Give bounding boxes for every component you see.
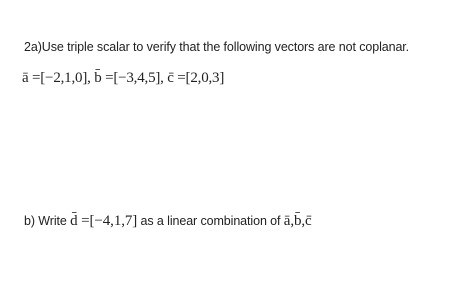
vectors-abc: ā =[−2,1,0], b̄ =[−3,4,5], c̄ =[2,0,3] (22, 70, 225, 86)
vector-list: ā,b̄,c̄ (283, 213, 312, 229)
question-2b-middle: as a linear combination of (140, 214, 281, 228)
question-2b-prompt (24, 213, 312, 230)
question-2b-prefix: b) Write (24, 214, 67, 228)
question-2a-prompt: 2a)Use triple scalar to verify that the following vectors are not coplanar. (24, 40, 410, 54)
vector-d: d̄ =[−4,1,7] (70, 213, 138, 229)
